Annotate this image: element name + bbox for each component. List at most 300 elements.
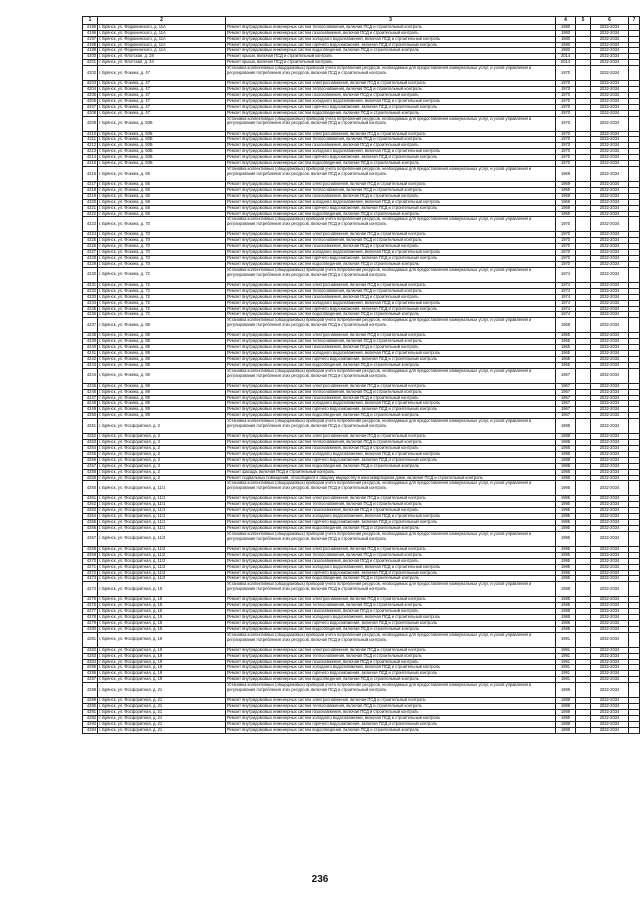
row-address: г. Брянск, ул. Фосфоритная, д. 11/2 <box>98 558 226 564</box>
row-number: 4232 <box>83 288 98 294</box>
row-year: 1989 <box>556 721 576 727</box>
row-number: 4285 <box>83 665 98 671</box>
row-address: г. Брянск, ул. Фосфоритная, д. 11/2 <box>98 570 226 576</box>
row-year: 1980 <box>556 42 576 48</box>
page-number: 236 <box>311 874 329 885</box>
row-work-type: Ремонт внутридомовых инженерных систем теплоснабжения, включая ПСД и строительный контроль <box>226 288 556 294</box>
row-number: 4247 <box>83 395 98 401</box>
row-col5 <box>576 318 591 333</box>
row-work-type: Ремонт внутридомовых инженерных систем горячего водоснабжения, включая ПСД и строительный контроль <box>226 620 556 626</box>
row-period: 2032-2034 <box>591 502 629 508</box>
row-work-type: Ремонт внутридомовых инженерных систем холодного водоснабжения, включая ПСД и строительный контроль <box>226 36 556 42</box>
row-period: 2032-2034 <box>591 182 629 188</box>
row-work-type: Ремонт подвальных помещений, относящихся к общему имуществу в многоквартирном доме, включая ПСД и строительный контроль <box>226 475 556 481</box>
row-year: 1991 <box>556 647 576 653</box>
row-number: 4223 <box>83 217 98 232</box>
row-period: 2032-2034 <box>591 653 629 659</box>
row-work-type: Ремонт внутридомовых инженерных систем электроснабжения, включая ПСД и строительный контроль <box>226 131 556 137</box>
row-period: 2032-2034 <box>591 238 629 244</box>
row-number: 4263 <box>83 508 98 514</box>
row-year: 1988 <box>556 440 576 446</box>
row-work-type: Ремонт внутридомовых инженерных систем горячего водоснабжения, включая ПСД и строительный контроль <box>226 205 556 211</box>
row-work-type: Ремонт внутридомовых инженерных систем горячего водоснабжения, включая ПСД и строительный контроль <box>226 42 556 48</box>
row-period: 2032-2034 <box>591 677 629 683</box>
row-period: 2032-2034 <box>591 457 629 463</box>
row-address: г. Брянск, ул. Фокина, д. 88 <box>98 333 226 339</box>
row-year: 1970 <box>556 217 576 232</box>
row-year: 1970 <box>556 66 576 81</box>
row-number: 4226 <box>83 244 98 250</box>
row-work-type: Ремонт внутридомовых инженерных систем теплоснабжения, включая ПСД и строительный контроль <box>226 704 556 710</box>
row-year: 1991 <box>556 665 576 671</box>
row-number: 4251 <box>83 419 98 434</box>
row-address: г. Брянск, ул. Фокина, д. 47 <box>98 92 226 98</box>
row-col7 <box>629 727 640 733</box>
row-work-type: Ремонт внутридомовых инженерных систем холодного водоснабжения, включая ПСД и строительный контроль <box>226 715 556 721</box>
row-number: 4225 <box>83 238 98 244</box>
table-row <box>83 66 640 81</box>
row-address: г. Брянск, ул. Фокина, д. 89 <box>98 401 226 407</box>
row-work-type: Ремонт внутридомовых инженерных систем газоснабжения, включая ПСД и строительный контроль <box>226 345 556 351</box>
row-number: 4264 <box>83 514 98 520</box>
row-period: 2032-2034 <box>591 42 629 48</box>
row-address: г. Брянск, ул. Фосфоритная, д. 19 <box>98 632 226 647</box>
row-work-type: Ремонт внутридомовых инженерных систем теплоснабжения, включая ПСД и строительный контроль <box>226 502 556 508</box>
row-work-type: Ремонт внутридомовых инженерных систем холодного водоснабжения, включая ПСД и строительный контроль <box>226 564 556 570</box>
row-address: г. Брянск, ул. Фосфоритная, д. 11/1 <box>98 514 226 520</box>
row-address: г. Брянск, ул. Фокина, д. 72 <box>98 288 226 294</box>
row-col5 <box>576 217 591 232</box>
row-number: 4208 <box>83 110 98 116</box>
row-address: г. Брянск, ул. Фосфоритная, д. 21 <box>98 710 226 716</box>
row-year: 1995 <box>556 570 576 576</box>
row-year: 1969 <box>556 187 576 193</box>
row-work-type: Ремонт внутридомовых инженерных систем водоотведения, включая ПСД и строительный контроль <box>226 626 556 632</box>
row-address: г. Брянск, ул. Фосфоритная, д. 3 <box>98 475 226 481</box>
row-col5 <box>576 116 591 131</box>
row-number: 4265 <box>83 520 98 526</box>
row-work-type: Установка коллективных (общедомовых) приборов учета потребления ресурсов, необходимых для предоставления коммунальных услуг, и узлов управления и регулирования потребления этих ресурсов, включая ПСД и строительный контроль <box>226 167 556 182</box>
row-address: г. Брянск, ул. Фосфоритная, д. 11/1 <box>98 508 226 514</box>
table-row <box>83 116 640 131</box>
row-work-type: Ремонт внутридомовых инженерных систем холодного водоснабжения, включая ПСД и строительный контроль <box>226 665 556 671</box>
row-year: 1988 <box>556 469 576 475</box>
row-number: 4230 <box>83 267 98 282</box>
row-number: 4204 <box>83 87 98 93</box>
row-work-type: Ремонт внутридомовых инженерных систем газоснабжения, включая ПСД и строительный контроль <box>226 193 556 199</box>
row-period: 2032-2034 <box>591 362 629 368</box>
row-year: 1970 <box>556 143 576 149</box>
row-number: 4284 <box>83 659 98 665</box>
row-address: г. Брянск, ул. Фокина, д. 68 <box>98 182 226 188</box>
row-work-type: Установка коллективных (общедомовых) приборов учета потребления ресурсов, необходимых для предоставления коммунальных услуг, и узлов управления и регулирования потребления этих ресурсов, включая ПСД и строительный контроль <box>226 318 556 333</box>
row-number: 4270 <box>83 558 98 564</box>
row-address: г. Брянск, ул. Флотская, д. 28 <box>98 54 226 60</box>
row-work-type: Ремонт внутридомовых инженерных систем горячего водоснабжения, включая ПСД и строительный контроль <box>226 356 556 362</box>
row-address: г. Брянск, ул. Фосфоритная, д. 11/1 <box>98 481 226 496</box>
row-col7 <box>629 531 640 546</box>
row-address: г. Брянск, ул. Фокина, д. 47 <box>98 66 226 81</box>
row-work-type: Установка коллективных (общедомовых) приборов учета потребления ресурсов, необходимых для предоставления коммунальных услуг, и узлов управления и регулирования потребления этих ресурсов, включая ПСД и строительный контроль <box>226 683 556 698</box>
row-period: 2032-2034 <box>591 48 629 54</box>
row-work-type: Ремонт внутридомовых инженерных систем газоснабжения, включая ПСД и строительный контроль <box>226 244 556 250</box>
table-row <box>83 683 640 698</box>
row-work-type: Ремонт внутридомовых инженерных систем водоотведения, включая ПСД и строительный контроль <box>226 463 556 469</box>
row-number: 4255 <box>83 451 98 457</box>
row-year: 1965 <box>556 339 576 345</box>
row-number: 4201 <box>83 60 98 66</box>
row-period: 2032-2034 <box>591 137 629 143</box>
row-number: 4279 <box>83 620 98 626</box>
row-number: 4221 <box>83 205 98 211</box>
row-period: 2032-2034 <box>591 440 629 446</box>
row-number: 4254 <box>83 446 98 452</box>
row-number: 4272 <box>83 570 98 576</box>
row-period: 2032-2034 <box>591 469 629 475</box>
row-work-type: Ремонт внутридомовых инженерных систем холодного водоснабжения, включая ПСД и строительный контроль <box>226 351 556 357</box>
row-period: 2032-2034 <box>591 615 629 621</box>
row-year: 1970 <box>556 116 576 131</box>
row-work-type: Ремонт внутридомовых инженерных систем электроснабжения, включая ПСД и строительный контроль <box>226 383 556 389</box>
row-address: г. Брянск, ул. Фосфоритная, д. 11/2 <box>98 564 226 570</box>
row-period: 2032-2034 <box>591 306 629 312</box>
row-work-type: Ремонт внутридомовых инженерных систем газоснабжения, включая ПСД и строительный контроль <box>226 395 556 401</box>
row-number: 4291 <box>83 710 98 716</box>
row-year: 1967 <box>556 368 576 383</box>
row-address: г. Брянск, ул. Фосфоритная, д. 21 <box>98 715 226 721</box>
row-year: 1980 <box>556 36 576 42</box>
table-row <box>83 531 640 546</box>
row-period: 2032-2034 <box>591 244 629 250</box>
row-year: 1988 <box>556 451 576 457</box>
row-address: г. Брянск, ул. Фокина, д. 89 <box>98 407 226 413</box>
row-year: 1988 <box>556 457 576 463</box>
row-period: 2032-2034 <box>591 30 629 36</box>
row-address: г. Брянск, ул. Фокина, д. 72 <box>98 306 226 312</box>
header-col-2: 2 <box>98 17 226 25</box>
row-work-type: Ремонт внутридомовых инженерных систем газоснабжения, включая ПСД и строительный контроль <box>226 508 556 514</box>
row-address: г. Брянск, ул. Фосфоритная, д. 3 <box>98 451 226 457</box>
row-col7 <box>629 217 640 232</box>
row-number: 4289 <box>83 698 98 704</box>
row-address: г. Брянск, ул. Федюнинского, д. 11А <box>98 36 226 42</box>
row-number: 4199 <box>83 48 98 54</box>
row-year: 1988 <box>556 620 576 626</box>
row-period: 2032-2034 <box>591 665 629 671</box>
row-number: 4267 <box>83 531 98 546</box>
row-year: 1988 <box>556 434 576 440</box>
row-number: 4260 <box>83 481 98 496</box>
row-year: 1989 <box>556 727 576 733</box>
row-col7 <box>629 368 640 383</box>
row-period: 2032-2034 <box>591 211 629 217</box>
row-address: г. Брянск, ул. Фосфоритная, д. 11/2 <box>98 576 226 582</box>
row-address: г. Брянск, ул. Фокина, д. 47 <box>98 110 226 116</box>
row-year: 1970 <box>556 161 576 167</box>
row-address: г. Брянск, ул. Фосфоритная, д. 11/2 <box>98 546 226 552</box>
row-period: 2032-2034 <box>591 531 629 546</box>
row-year: 1991 <box>556 653 576 659</box>
row-year: 1965 <box>556 333 576 339</box>
row-work-type: Ремонт внутридомовых инженерных систем теплоснабжения, включая ПСД и строительный контроль <box>226 653 556 659</box>
row-number: 4266 <box>83 525 98 531</box>
row-address: г. Брянск, ул. Фокина, д. 88 <box>98 362 226 368</box>
row-period: 2032-2034 <box>591 508 629 514</box>
row-work-type: Ремонт крыши, включая ПСД и строительный контроль <box>226 54 556 60</box>
row-year: 1974 <box>556 282 576 288</box>
row-period: 2032-2034 <box>591 143 629 149</box>
row-number: 4276 <box>83 603 98 609</box>
row-work-type: Установка коллективных (общедомовых) приборов учета потребления ресурсов, необходимых для предоставления коммунальных услуг, и узлов управления и регулирования потребления этих ресурсов, включая ПСД и строительный контроль <box>226 481 556 496</box>
row-address: г. Брянск, ул. Фосфоритная, д. 3 <box>98 440 226 446</box>
row-number: 4200 <box>83 54 98 60</box>
row-address: г. Брянск, ул. Фосфоритная, д. 11/1 <box>98 496 226 502</box>
row-year: 1989 <box>556 698 576 704</box>
row-address: г. Брянск, ул. Фосфоритная, д. 21 <box>98 698 226 704</box>
row-year: 1970 <box>556 98 576 104</box>
row-period: 2032-2034 <box>591 193 629 199</box>
row-number: 4294 <box>83 727 98 733</box>
row-work-type: Ремонт внутридомовых инженерных систем теплоснабжения, включая ПСД и строительный контроль <box>226 87 556 93</box>
row-number: 4241 <box>83 351 98 357</box>
row-number: 4222 <box>83 211 98 217</box>
row-year: 1974 <box>556 312 576 318</box>
row-number: 4240 <box>83 345 98 351</box>
row-period: 2032-2034 <box>591 149 629 155</box>
row-address: г. Брянск, ул. Фокина, д. 50Б <box>98 149 226 155</box>
row-address: г. Брянск, ул. Фокина, д. 47 <box>98 81 226 87</box>
row-period: 2032-2034 <box>591 715 629 721</box>
row-address: г. Брянск, ул. Фосфоритная, д. 21 <box>98 704 226 710</box>
row-work-type: Ремонт внутридомовых инженерных систем горячего водоснабжения, включая ПСД и строительный контроль <box>226 721 556 727</box>
row-address: г. Брянск, ул. Фосфоритная, д. 3 <box>98 463 226 469</box>
row-number: 4280 <box>83 626 98 632</box>
row-year: 1974 <box>556 267 576 282</box>
row-year: 1967 <box>556 413 576 419</box>
row-number: 4219 <box>83 193 98 199</box>
row-number: 4197 <box>83 36 98 42</box>
table-row <box>83 481 640 496</box>
row-year: 1970 <box>556 155 576 161</box>
row-period: 2032-2034 <box>591 232 629 238</box>
row-year: 1965 <box>556 318 576 333</box>
row-work-type: Установка коллективных (общедомовых) приборов учета потребления ресурсов, необходимых для предоставления коммунальных услуг, и узлов управления и регулирования потребления этих ресурсов, включая ПСД и строительный контроль <box>226 116 556 131</box>
row-period: 2032-2034 <box>591 318 629 333</box>
row-work-type: Ремонт внутридомовых инженерных систем газоснабжения, включая ПСД и строительный контроль <box>226 710 556 716</box>
row-address: г. Брянск, ул. Фосфоритная, д. 19 <box>98 677 226 683</box>
row-period: 2032-2034 <box>591 87 629 93</box>
row-year: 1970 <box>556 92 576 98</box>
row-work-type: Ремонт внутридомовых инженерных систем газоснабжения, включая ПСД и строительный контроль <box>226 30 556 36</box>
row-address: г. Брянск, ул. Фокина, д. 68 <box>98 193 226 199</box>
row-work-type: Ремонт внутридомовых инженерных систем водоотведения, включая ПСД и строительный контроль <box>226 48 556 54</box>
row-number: 4228 <box>83 256 98 262</box>
row-period: 2032-2034 <box>591 161 629 167</box>
row-period: 2032-2034 <box>591 647 629 653</box>
row-work-type: Ремонт внутридомовых инженерных систем горячего водоснабжения, включая ПСД и строительный контроль <box>226 104 556 110</box>
row-year: 1970 <box>556 244 576 250</box>
row-year: 1969 <box>556 205 576 211</box>
row-address: г. Брянск, ул. Фосфоритная, д. 15 <box>98 626 226 632</box>
row-work-type: Ремонт внутридомовых инженерных систем теплоснабжения, включая ПСД и строительный контроль <box>226 603 556 609</box>
row-year: 1965 <box>556 351 576 357</box>
row-year: 1995 <box>556 502 576 508</box>
row-year: 1974 <box>556 294 576 300</box>
row-year: 1991 <box>556 671 576 677</box>
row-period: 2032-2034 <box>591 24 629 30</box>
row-year: 1988 <box>556 609 576 615</box>
row-period: 2032-2034 <box>591 261 629 267</box>
row-work-type: Ремонт внутридомовых инженерных систем холодного водоснабжения, включая ПСД и строительный контроль <box>226 149 556 155</box>
row-address: г. Брянск, ул. Фосфоритная, д. 15 <box>98 615 226 621</box>
row-number: 4278 <box>83 615 98 621</box>
row-work-type: Ремонт внутридомовых инженерных систем холодного водоснабжения, включая ПСД и строительный контроль <box>226 98 556 104</box>
row-year: 1988 <box>556 615 576 621</box>
row-work-type: Ремонт внутридомовых инженерных систем электроснабжения, включая ПСД и строительный контроль <box>226 232 556 238</box>
row-work-type: Ремонт внутридомовых инженерных систем горячего водоснабжения, включая ПСД и строительный контроль <box>226 306 556 312</box>
row-year: 1980 <box>556 30 576 36</box>
row-address: г. Брянск, ул. Федюнинского, д. 11А <box>98 42 226 48</box>
row-work-type: Ремонт внутридомовых инженерных систем теплоснабжения, включая ПСД и строительный контроль <box>226 137 556 143</box>
row-year: 1970 <box>556 131 576 137</box>
row-year: 1988 <box>556 603 576 609</box>
row-number: 4239 <box>83 339 98 345</box>
row-year: 1988 <box>556 597 576 603</box>
row-year: 1988 <box>556 475 576 481</box>
row-address: г. Брянск, ул. Федюнинского, д. 11А <box>98 30 226 36</box>
row-period: 2032-2034 <box>591 525 629 531</box>
row-year: 1989 <box>556 704 576 710</box>
row-year: 1974 <box>556 306 576 312</box>
row-work-type: Установка коллективных (общедомовых) приборов учета потребления ресурсов, необходимых для предоставления коммунальных услуг, и узлов управления и регулирования потребления этих ресурсов, включая ПСД и строительный контроль <box>226 419 556 434</box>
row-address: г. Брянск, ул. Фокина, д. 70 <box>98 244 226 250</box>
row-col7 <box>629 318 640 333</box>
row-address: г. Брянск, ул. Фокина, д. 70 <box>98 232 226 238</box>
table-header-row <box>83 17 640 25</box>
row-work-type: Установка коллективных (общедомовых) приборов учета потребления ресурсов, необходимых для предоставления коммунальных услуг, и узлов управления и регулирования потребления этих ресурсов, включая ПСД и строительный контроль <box>226 66 556 81</box>
row-number: 4215 <box>83 161 98 167</box>
row-address: г. Брянск, ул. Фокина, д. 72 <box>98 282 226 288</box>
row-number: 4292 <box>83 715 98 721</box>
row-work-type: Ремонт внутридомовых инженерных систем водоотведения, включая ПСД и строительный контроль <box>226 261 556 267</box>
row-period: 2032-2034 <box>591 98 629 104</box>
row-work-type: Ремонт внутридомовых инженерных систем электроснабжения, включая ПСД и строительный контроль <box>226 698 556 704</box>
row-year: 1988 <box>556 446 576 452</box>
row-number: 4224 <box>83 232 98 238</box>
row-work-type: Ремонт внутридомовых инженерных систем водоотведения, включая ПСД и строительный контроль <box>226 312 556 318</box>
row-period: 2032-2034 <box>591 199 629 205</box>
row-address: г. Брянск, ул. Фокина, д. 50Б <box>98 116 226 131</box>
row-period: 2032-2034 <box>591 558 629 564</box>
row-period: 2032-2034 <box>591 167 629 182</box>
row-period: 2032-2034 <box>591 727 629 733</box>
row-number: 4250 <box>83 413 98 419</box>
table-row <box>83 582 640 597</box>
row-work-type: Ремонт фасада, включая ПСД и строительный контроль <box>226 469 556 475</box>
row-work-type: Ремонт внутридомовых инженерных систем теплоснабжения, включая ПСД и строительный контроль <box>226 187 556 193</box>
row-period: 2032-2034 <box>591 609 629 615</box>
row-work-type: Ремонт внутридомовых инженерных систем электроснабжения, включая ПСД и строительный контроль <box>226 81 556 87</box>
row-number: 4218 <box>83 187 98 193</box>
row-address: г. Брянск, ул. Фокина, д. 70 <box>98 261 226 267</box>
row-period: 2032-2034 <box>591 671 629 677</box>
row-work-type: Ремонт внутридомовых инженерных систем теплоснабжения, включая ПСД и строительный контроль <box>226 238 556 244</box>
row-number: 4282 <box>83 647 98 653</box>
row-period: 2032-2034 <box>591 256 629 262</box>
row-address: г. Брянск, ул. Фосфоритная, д. 15 <box>98 609 226 615</box>
row-address: г. Брянск, ул. Фокина, д. 89 <box>98 395 226 401</box>
row-col5 <box>576 531 591 546</box>
row-number: 4213 <box>83 149 98 155</box>
row-number: 4206 <box>83 98 98 104</box>
row-work-type: Ремонт внутридомовых инженерных систем газоснабжения, включая ПСД и строительный контроль <box>226 558 556 564</box>
row-work-type: Ремонт внутридомовых инженерных систем электроснабжения, включая ПСД и строительный контроль <box>226 182 556 188</box>
capital-repair-table <box>82 16 640 734</box>
row-col7 <box>629 419 640 434</box>
row-work-type: Ремонт внутридомовых инженерных систем теплоснабжения, включая ПСД и строительный контроль <box>226 24 556 30</box>
row-year: 1970 <box>556 87 576 93</box>
row-period: 2032-2034 <box>591 582 629 597</box>
row-period: 2032-2034 <box>591 250 629 256</box>
row-period: 2032-2034 <box>591 626 629 632</box>
row-year: 1965 <box>556 362 576 368</box>
row-address: г. Брянск, ул. Федюнинского, д. 11А <box>98 24 226 30</box>
row-work-type: Ремонт внутридомовых инженерных систем горячего водоснабжения, включая ПСД и строительный контроль <box>226 256 556 262</box>
row-work-type: Ремонт внутридомовых инженерных систем электроснабжения, включая ПСД и строительный контроль <box>226 546 556 552</box>
table-row <box>83 632 640 647</box>
row-year: 1970 <box>556 232 576 238</box>
header-col-6: 6 <box>591 17 629 25</box>
row-address: г. Брянск, ул. Фокина, д. 72 <box>98 312 226 318</box>
row-address: г. Брянск, ул. Фокина, д. 68 <box>98 205 226 211</box>
row-address: г. Брянск, ул. Фосфоритная, д. 3 <box>98 434 226 440</box>
row-col7 <box>629 66 640 81</box>
row-number: 4196 <box>83 30 98 36</box>
row-address: г. Брянск, ул. Фосфоритная, д. 19 <box>98 653 226 659</box>
row-period: 2032-2034 <box>591 81 629 87</box>
row-year: 1970 <box>556 238 576 244</box>
table-row <box>83 318 640 333</box>
row-year: 1970 <box>556 261 576 267</box>
row-number: 4283 <box>83 653 98 659</box>
row-col5 <box>576 683 591 698</box>
row-period: 2032-2034 <box>591 683 629 698</box>
row-number: 4235 <box>83 306 98 312</box>
row-col7 <box>629 683 640 698</box>
header-col-3: 3 <box>226 17 556 25</box>
row-period: 2032-2034 <box>591 597 629 603</box>
row-work-type: Ремонт внутридомовых инженерных систем водоотведения, включая ПСД и строительный контроль <box>226 161 556 167</box>
row-address: г. Брянск, ул. Фосфоритная, д. 15 <box>98 603 226 609</box>
row-work-type: Ремонт внутридомовых инженерных систем водоотведения, включая ПСД и строительный контроль <box>226 525 556 531</box>
row-address: г. Брянск, ул. Фосфоритная, д. 11/2 <box>98 531 226 546</box>
row-number: 4207 <box>83 104 98 110</box>
row-year: 1970 <box>556 250 576 256</box>
row-work-type: Ремонт внутридомовых инженерных систем теплоснабжения, включая ПСД и строительный контроль <box>226 552 556 558</box>
row-col5 <box>576 582 591 597</box>
row-period: 2032-2034 <box>591 131 629 137</box>
row-period: 2032-2034 <box>591 463 629 469</box>
row-number: 4209 <box>83 116 98 131</box>
row-year: 1974 <box>556 300 576 306</box>
row-address: г. Брянск, ул. Фосфоритная, д. 19 <box>98 647 226 653</box>
row-number: 4261 <box>83 496 98 502</box>
row-period: 2032-2034 <box>591 704 629 710</box>
row-period: 2032-2034 <box>591 368 629 383</box>
row-period: 2032-2034 <box>591 451 629 457</box>
row-col5 <box>576 419 591 434</box>
row-period: 2032-2034 <box>591 60 629 66</box>
